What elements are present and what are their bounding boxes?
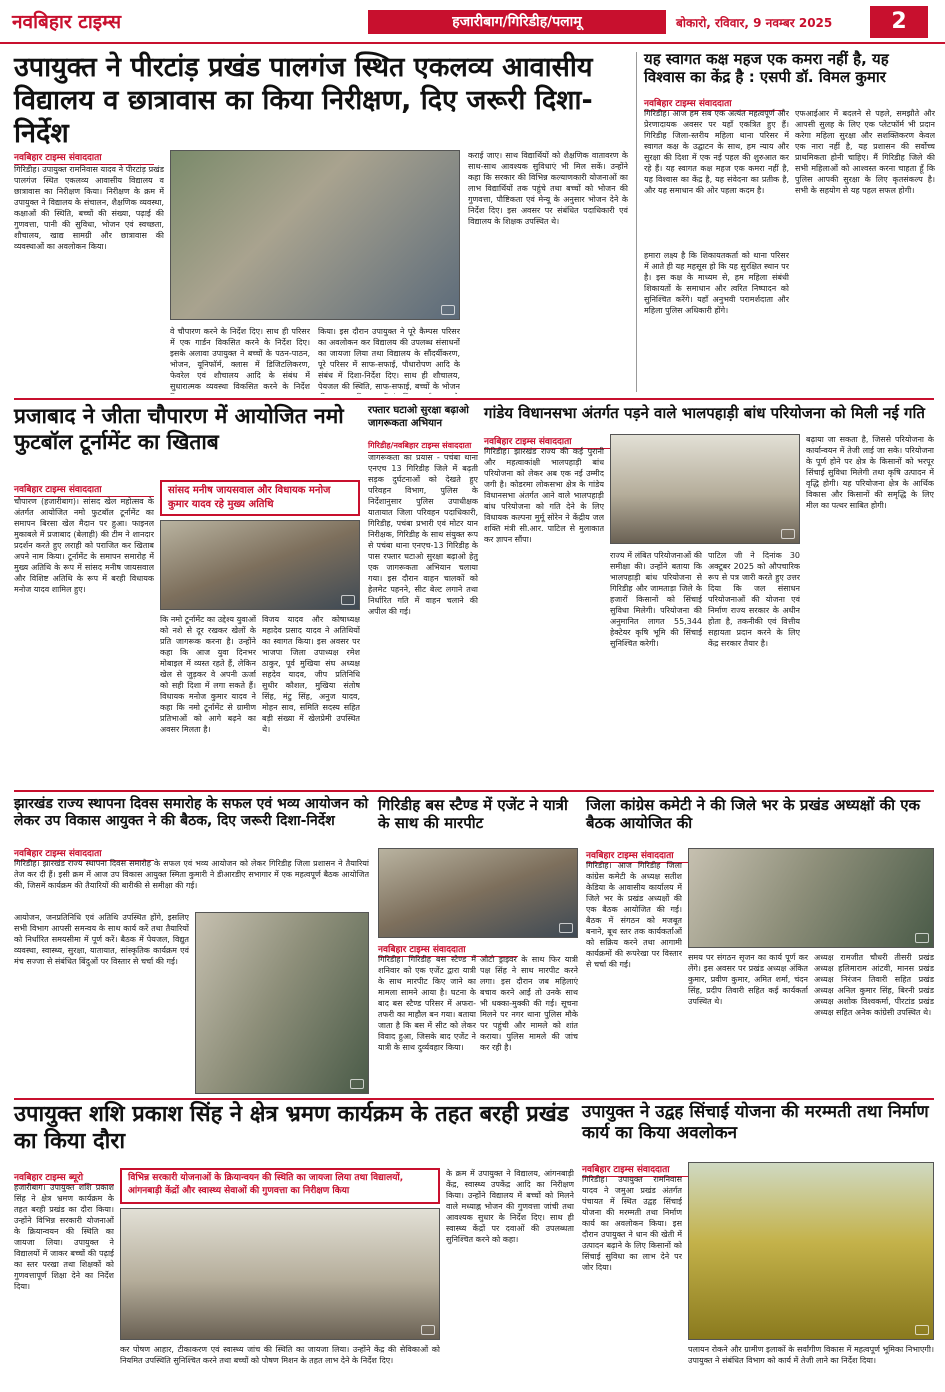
barhi-headline: उपायुक्त शशि प्रकाश सिंह ने क्षेत्र भ्रमण कार्यक्रम के तहत बरही प्रखंड का किया दौरा (14, 1102, 569, 1154)
barhi-byline: नवबिहार टाइम्स ब्यूरो (14, 1170, 114, 1185)
football-photo (160, 520, 360, 610)
jharkhand-photo (195, 912, 369, 1094)
jharkhand-byline: नवबिहार टाइम्स संवाददाता (14, 846, 154, 861)
story1-byline: नवबिहार टाइम्स संवाददाता (14, 150, 154, 165)
football-body-col1: चौपारण (हजारीबाग)। सांसद खेल महोत्सव के अंतर्गत आयोजित नमो फुटबॉल टूर्नामेंट का समापन बिरसा खेल मैदान पर हुआ। फाइनल मुकाबले में प्रजाबाद (बेलाही) की टीम ने शानदार प्रदर्शन करते हुए लराही को पराजित कर खिताब अपने नाम किया। टूर्नामेंट के समापन समारोह में मुख्य अतिथि के रूप में सांसद मनीष जायसवाल और विशिष्ट अतिथि के रूप में बरही विधायक मनोज यादव शामिल हुए। (14, 497, 154, 594)
barhi-body-col2: के क्रम में उपायुक्त ने विद्यालय, आंगनबाड़ी केंद्र, स्वास्थ्य उपकेंद्र आदि का निरीक्षण किया। उन्होंने विद्यालय में बच्चों को मिलने वाले मध्याह्न भोजन की गुणवत्ता जांची तथा आवश्यक सुधार के निर्देश दिए। साथ ही स्वास्थ्य केंद्रों पर दवाओं की उपलब्धता सुनिश्चित करने को कहा। (446, 1169, 574, 1244)
story1-body-col4: कराई जाए। साथ विद्यार्थियों को शैक्षणिक वातावरण के साथ-साथ आवश्यक सुविधाएं भी मिल सकें। उन्होंने कहा कि सरकार की विभिन्न कल्याणकारी योजनाओं का लाभ विद्यार्थियों तक पहुंचे तथा बच्चों को भोजन की गुणवत्ता, पौष्टिकता एवं मेन्यू के अनुसार भोजन देने के निर्देश दिए। इस अवसर पर संबंधित पदाधिकारी एवं विद्यालय के शिक्षक उपस्थित थे। (468, 151, 628, 226)
photo-icon (341, 595, 355, 605)
barhi-caption: विभिन्न सरकारी योजनाओं के क्रियान्वयन की स्थिति का जायजा लिया तथा विद्यालयों, आंगनबाड़ी केंद्रों और स्वास्थ्य सेवाओं की गुणवत्ता का निरीक्षण किया (120, 1168, 440, 1204)
road-safety-byline: गिरिडीह/नवबिहार टाइम्स संवाददाता (368, 440, 478, 453)
irrigation-body-col1: गिरिडीह। उपायुक्त रामनिवास यादव ने जमुआ प्रखंड अंतर्गत पंचायत में स्थित उद्वह सिंचाई योजना की मरम्मती तथा निर्माण कार्य का अवलोकन किया। इस दौरान उपायुक्त ने धान की खेती में उत्पादन बढ़ाने के लिए किसानों को सिंचाई सुविधा का लाभ देने पर जोर दिया। (582, 1175, 682, 1272)
road-safety-body: जागरूकता का प्रयास - पचंबा थाना एनएच 13 गिरिडीह जिले में बढ़ती सड़क दुर्घटनाओं को देखते हुए परिवहन विभाग, पुलिस के निर्देशानुसार पुलिस उपाधीक्षक यातायात जिला परिवहन पदाधिकारी, गिरिडीह, पचंबा प्रभारी एवं मोटर यान निरीक्षक, गिरिडीह के साथ संयुक्त रूप से पचंबा थाना एनएच-13 गिरिडीह के पास रफ्तार घटाओ सुरक्षा बढ़ाओ हेतु एक जागरूकता अभियान चलाया गया। इस दौरान वाहन चालकों को हेलमेट पहनने, सीट बेल्ट लगाने तथा निर्धारित गति में वाहन चलाने की अपील की गई। (368, 453, 478, 616)
photo-icon (350, 1079, 364, 1089)
congress-byline: नवबिहार टाइम्स संवाददाता (586, 848, 726, 863)
section-rule (14, 398, 934, 400)
barhi-photo (120, 1208, 440, 1340)
irrigation-headline: उपायुक्त ने उद्वह सिंचाई योजना की मरम्मती तथा निर्माण कार्य का किया अवलोकन (582, 1102, 929, 1143)
road-safety-headline: रफ्तार घटाओ सुरक्षा बढ़ाओ जागरूकता अभियान (368, 405, 469, 429)
story1-photo (170, 150, 460, 320)
welcome-body-col2: हमारा लक्ष्य है कि शिकायतकर्ता को थाना परिसर में आते ही यह महसूस हो कि यह सुरक्षित स्थान पर है। इस कक्ष के माध्यम से, हम महिला संबंधी शिकायतों के समाधान और त्वरित निष्पादन को सुनिश्चित करेंगे। यहाँ अनुभवी परामर्शदाता और महिला पुलिस अधिकारी होंगे। (644, 251, 789, 315)
bus-body-col2: ओटो ड्राइवर के साथ फिर यात्री पक्ष सिंह ने साथ मारपीट करने लगा। इस दौरान जब महिलाएं बचाव करने आईं तो उनके साथ भी धक्का-मुक्की की गई। सूचना मिलने पर नगर थाना पुलिस मौके पर पहुंची और मामले को शांत कराया। पुलिस मामले की जांच कर रही है। (480, 955, 578, 1052)
region-tag: हजारीबाग/गिरिडीह/पलामू (368, 10, 666, 34)
barhi-body-col1: हजारीबाग। उपायुक्त शशि प्रकाश सिंह ने क्षेत्र भ्रमण कार्यक्रम के तहत बरही प्रखंड का दौरा किया। उन्होंने विभिन्न सरकारी योजनाओं के क्रियान्वयन की स्थिति का जायजा लिया। उपायुक्त ने विद्यालयों में जाकर बच्चों की पढ़ाई का स्तर परखा तथा शिक्षकों को गुणवत्तापूर्ण शिक्षा देने का निर्देश दिया। (14, 1183, 114, 1291)
story1-body-col3: किया। इस दौरान उपायुक्त ने पूरे कैम्पस परिसर का अवलोकन कर विद्यालय की उपलब्ध संसाधनों का जायजा लिया तथा विद्यालय के सौंदर्यीकरण, पूरे परिसर में साफ-सफाई, पौधारोपण आदि के संबंध में दिशा-निर्देश दिए। साथ ही शौचालय, पेयजल की स्थिति, साफ-सफाई, बच्चों के भोजन (318, 327, 460, 391)
photo-icon (915, 1325, 929, 1335)
jharkhand-body-col2: आयोजन, जनप्रतिनिधि एवं अतिथि उपस्थित होंगे, इसलिए सभी विभाग आपसी समन्वय के साथ कार्य करें तथा तैयारियों को निर्धारित समयसीमा में पूर्ण करें। बैठक में पेयजल, विद्युत व्यवस्था, स्वास्थ्य, सुरक्षा, यातायात, सांस्कृतिक कार्यक्रम एवं मंच सज्जा से संबंधित बिंदुओं पर विस्तार से चर्चा की गई। (14, 913, 189, 966)
irrigation-byline: नवबिहार टाइम्स संवाददाता (582, 1162, 722, 1177)
dam-body-col1: गिरिडीह। झारखंड राज्य की कई पुरानी और महत्वाकांक्षी भालपहाड़ी बांध परियोजना को लेकर अब एक नई उम्मीद जगी है। कोडरमा लोकसभा क्षेत्र के गांडेय विधानसभा अंतर्गत आने वाले भालपहाड़ी बांध परियोजना को गति देने के लिए विधायक कल्पना मुर्मू सोरेन ने केंद्रीय जल शक्ति मंत्री सी.आर. पाटिल से मुलाकात कर ज्ञापन सौंपा। (484, 447, 604, 544)
dam-byline: नवबिहार टाइम्स संवाददाता (484, 434, 624, 449)
bus-photo (378, 848, 578, 938)
section-rule (14, 790, 934, 792)
congress-body-col1: गिरिडीह। आज गिरिडीह जिला कांग्रेस कमेटी के अध्यक्ष सतीश केडिया के आवासीय कार्यालय में जिले भर के प्रखंड अध्यक्षों की एक बैठक आयोजित की गई। बैठक में संगठन को मजबूत बनाने, बूथ स्तर तक कार्यकर्ताओं को सक्रिय करने तथा आगामी कार्यक्रमों की रूपरेखा पर विस्तार से चर्चा की गई। (586, 861, 682, 969)
welcome-body-col1: गिरिडीह। आज हम सब एक अत्यंत महत्वपूर्ण और प्रेरणादायक अवसर पर यहाँ एकत्रित हुए हैं। गिरिडीह जिला-स्तरीय महिला थाना परिसर में स्वागत कक्ष के उद्घाटन के साथ, हम न्याय और सुरक्षा की दिशा में एक नई पहल की शुरुआत कर रहे हैं। यह स्वागत कक्ष महज एक कमरा नहीं है, यह विश्वास का केंद्र है, यह संवेदना का प्रतीक है, और यह समाधान की ओर पहला कदम है। (644, 109, 789, 195)
photo-icon (781, 529, 795, 539)
irrigation-photo (688, 1162, 934, 1340)
welcome-byline: नवबिहार टाइम्स संवाददाता (644, 96, 784, 111)
photo-icon (559, 923, 573, 933)
irrigation-body-col2: पलायन रोकने और ग्रामीण इलाकों के सर्वांगीण विकास में महत्वपूर्ण भूमिका निभाएगी। उपायुक्त ने संबंधित विभाग को कार्य में तेजी लाने का निर्देश दिया। (688, 1345, 934, 1365)
barhi-body-col3: कर पोषण आहार, टीकाकरण एवं स्वास्थ्य जांच की स्थिति का जायजा लिया। उन्होंने केंद्र की सेविकाओं को नियमित उपस्थिति सुनिश्चित करने तथा बच्चों को पोषण मिशन के तहत लाभ देने के निर्देश दिए। (120, 1345, 440, 1365)
page-number: 2 (870, 6, 928, 38)
column-divider (636, 52, 637, 392)
congress-headline: जिला कांग्रेस कमेटी ने की जिले भर के प्रखंड अध्यक्षों की एक बैठक आयोजित की (586, 796, 921, 833)
dam-body-col4: बढ़ाया जा सकता है, जिससे परियोजना के कार्यान्वयन में तेजी लाई जा सके। परियोजना के पूर्ण होने पर क्षेत्र के किसानों को भरपूर सिंचाई सुविधा मिलेगी तथा कृषि उत्पादन में वृद्धि होगी। यह परियोजना क्षेत्र के आर्थिक विकास और किसानों की समृद्धि के लिए मील का पत्थर साबित होगी। (806, 435, 934, 510)
congress-photo (688, 848, 934, 948)
bus-byline: नवबिहार टाइम्स संवाददाता (378, 942, 518, 957)
photo-icon (915, 933, 929, 943)
congress-body-col3: अध्यक्ष रामजीत चौधरी तीसरी प्रखंड अध्यक्ष हलिमाराम आंटवी, मानस प्रखंड अध्यक्ष निरंजन तिवारी सहित प्रखंड अध्यक्ष अनिल कुमार सिंह, बिरनी प्रखंड अध्यक्ष अशोक विश्वकर्मा, पीरटांड प्रखंड अध्यक्ष सहित अनेक कांग्रेसी उपस्थित थे। (814, 953, 934, 1017)
welcome-body-col3: एफआईआर में बदलने से पहले, समझौते और आपसी सुलह के लिए एक प्लेटफॉर्म भी प्रदान करेगा महिला सुरक्षा और सशक्तिकरण केवल एक नारा नहीं है, यह प्रशासन की सर्वोच्च प्राथमिकता होनी चाहिए। मैं गिरिडीह जिले की सभी महिलाओं को आश्वस्त करना चाहता हूँ कि पुलिस आपकी सुरक्षा के लिए कृतसंकल्प है। सभी के सहयोग से यह पहल सफल होगी। (795, 109, 935, 195)
football-headline: प्रजाबाद ने जीता चौपारण में आयोजित नमो फुटबॉल टूर्नामेंट का खिताब (14, 404, 344, 454)
photo-icon (441, 305, 455, 315)
dam-headline: गांडेय विधानसभा अंतर्गत पड़ने वाले भालपहाड़ी बांध परियोजना को मिली नई गति (484, 404, 925, 422)
football-caption: सांसद मनीष जायसवाल और विधायक मनोज कुमार यादव रहे मुख्य अतिथि (160, 480, 360, 516)
welcome-headline: यह स्वागत कक्ष महज एक कमरा नहीं है, यह विश्वास का केंद्र है : एसपी डॉ. विमल कुमार (644, 50, 889, 87)
dam-body-col3: पाटिल जी ने दिनांक 30 अक्टूबर 2025 को औपचारिक रूप से पत्र जारी करते हुए उत्तर दिया कि जल संसाधन परियोजनाओं की योजना एवं निर्माण राज्य सरकार के अधीन होता है, तकनीकी एवं वित्तीय सहायता प्रदान करने के लिए केंद्र सरकार तैयार है। (708, 551, 800, 648)
story1-body-col2: वे चौपारण करने के निर्देश दिए। साथ ही परिसर में एक गार्डन विकसित करने के निर्देश दिए। इसके अलावा उपायुक्त ने बच्चों के पठन-पाठन, भोजन, यूनिफॉर्म, क्लास में डिजिटलिकरण, फेवरेल एवं शौचालय आदि के संबंध में सुधारात्मक व्यवस्था विकसित करने के निर्देश (170, 327, 310, 391)
dam-photo (610, 434, 800, 544)
dateline: बोकारो, रविवार, 9 नवम्बर 2025 (676, 16, 833, 30)
newspaper-brand: नवबिहार टाइम्स (12, 11, 122, 33)
football-byline: नवबिहार टाइम्स संवाददाता (14, 482, 154, 497)
football-body-col3: विजय यादव और कोषाध्यक्ष महादेव प्रसाद यादव ने अतिथियों का स्वागत किया। इस अवसर पर भाजपा जिला उपाध्यक्ष रमेश ठाकुर, पूर्व मुखिया संघ अध्यक्ष सहदेव यादव, जीप प्रतिनिधि सुधीर कौशल, मुखिया संतोष सिंह, मंटु सिंह, अनुज यादव, मोहन साव, समिति सदस्य सहित बड़ी संख्या में खेलप्रेमी उपस्थित थे। (262, 615, 360, 734)
football-body-col2: कि नमो टूर्नामेंट का उद्देश्य युवाओं को नशे से दूर रखकर खेलों के प्रति जागरूक करना है। उन्होंने कहा कि आज युवा दिनभर मोबाइल में व्यस्त रहते हैं, लेकिन खेल से जुड़कर वे अपनी ऊर्जा को सही दिशा में लगा सकते हैं। विधायक मनोज कुमार यादव ने कहा कि नमो टूर्नामेंट से ग्रामीण प्रतिभाओं को आगे बढ़ने का अवसर मिलता है। (160, 615, 256, 734)
jharkhand-headline: झारखंड राज्य स्थापना दिवस समारोह के सफल एवं भव्य आयोजन को लेकर उप विकास आयुक्त ने की बैठक, दिए जरूरी दिशा-निर्देश (14, 796, 369, 830)
story1-body-col1: गिरिडीह। उपायुक्त रामनिवास यादव ने पीरटांड़ प्रखंड पालगंज स्थित एकलव्य आवासीय विद्यालय व छात्रावास का निरीक्षण किया। निरीक्षण के क्रम में उपायुक्त ने विद्यालय के संचालन, शैक्षणिक व्यवस्था, कक्षाओं की स्थिति, बच्चों की संख्या, पढ़ाई की गुणवत्ता, पानी की सुविधा, भोजन एवं स्वच्छता, शौचालय, खाद्य सामग्री और छात्रावास की व्यवस्थाओं का अवलोकन किया। (14, 165, 164, 251)
congress-body-col2: समय पर संगठन सृजन का कार्य पूर्ण कर लेंगे। इस अवसर पर प्रखंड अध्यक्ष अंकित कुमार, प्रवीण कुमार, अमित शर्मा, चंदन सिंह, प्रदीप तिवारी सहित कई कार्यकर्ता उपस्थित थे। (688, 953, 808, 1006)
bus-headline: गिरिडीह बस स्टैण्ड में एजेंट ने यात्री के साथ की मारपीट (378, 796, 568, 833)
story1-headline: उपायुक्त ने पीरटांड़ प्रखंड पालगंज स्थित एकलव्य आवासीय विद्यालय व छात्रावास का किया निरीक्षण, दिए जरूरी दिशा-निर्देश (14, 52, 593, 149)
photo-icon (421, 1325, 435, 1335)
bus-body-col1: गिरिडीह। गिरिडीह बस स्टैण्ड में शनिवार को एक एजेंट द्वारा यात्री के साथ मारपीट किए जाने का मामला सामने आया है। घटना के बाद बस स्टैण्ड परिसर में अफरा-तफरी का माहौल बन गया। बताया जाता है कि बस में सीट को लेकर विवाद हुआ, जिसके बाद एजेंट ने यात्री के साथ दुर्व्यवहार किया। (378, 955, 476, 1052)
section-rule (14, 1098, 934, 1100)
jharkhand-body-col1: गिरिडीह। झारखंड राज्य स्थापना दिवस समारोह के सफल एवं भव्य आयोजन को लेकर गिरिडीह जिला प्रशासन ने तैयारियां तेज कर दी हैं। इसी क्रम में आज उप विकास आयुक्त स्मिता कुमारी ने डीआरडीए सभागार में एक महत्वपूर्ण बैठक आयोजित की, जिसमें कार्यक्रम की तैयारियों की बारीकी से समीक्षा की गई। (14, 859, 369, 890)
dam-body-col2: राज्य में लंबित परियोजनाओं की समीक्षा की। उन्होंने बताया कि भालपहाड़ी बांध परियोजना से गिरिडीह और जामताड़ा जिले के हजारों किसानों को सिंचाई सुविधा मिलेगी। परियोजना की अनुमानित लागत 55,344 हेक्टेयर कृषि भूमि की सिंचाई सुनिश्चित करेगी। (610, 551, 702, 648)
